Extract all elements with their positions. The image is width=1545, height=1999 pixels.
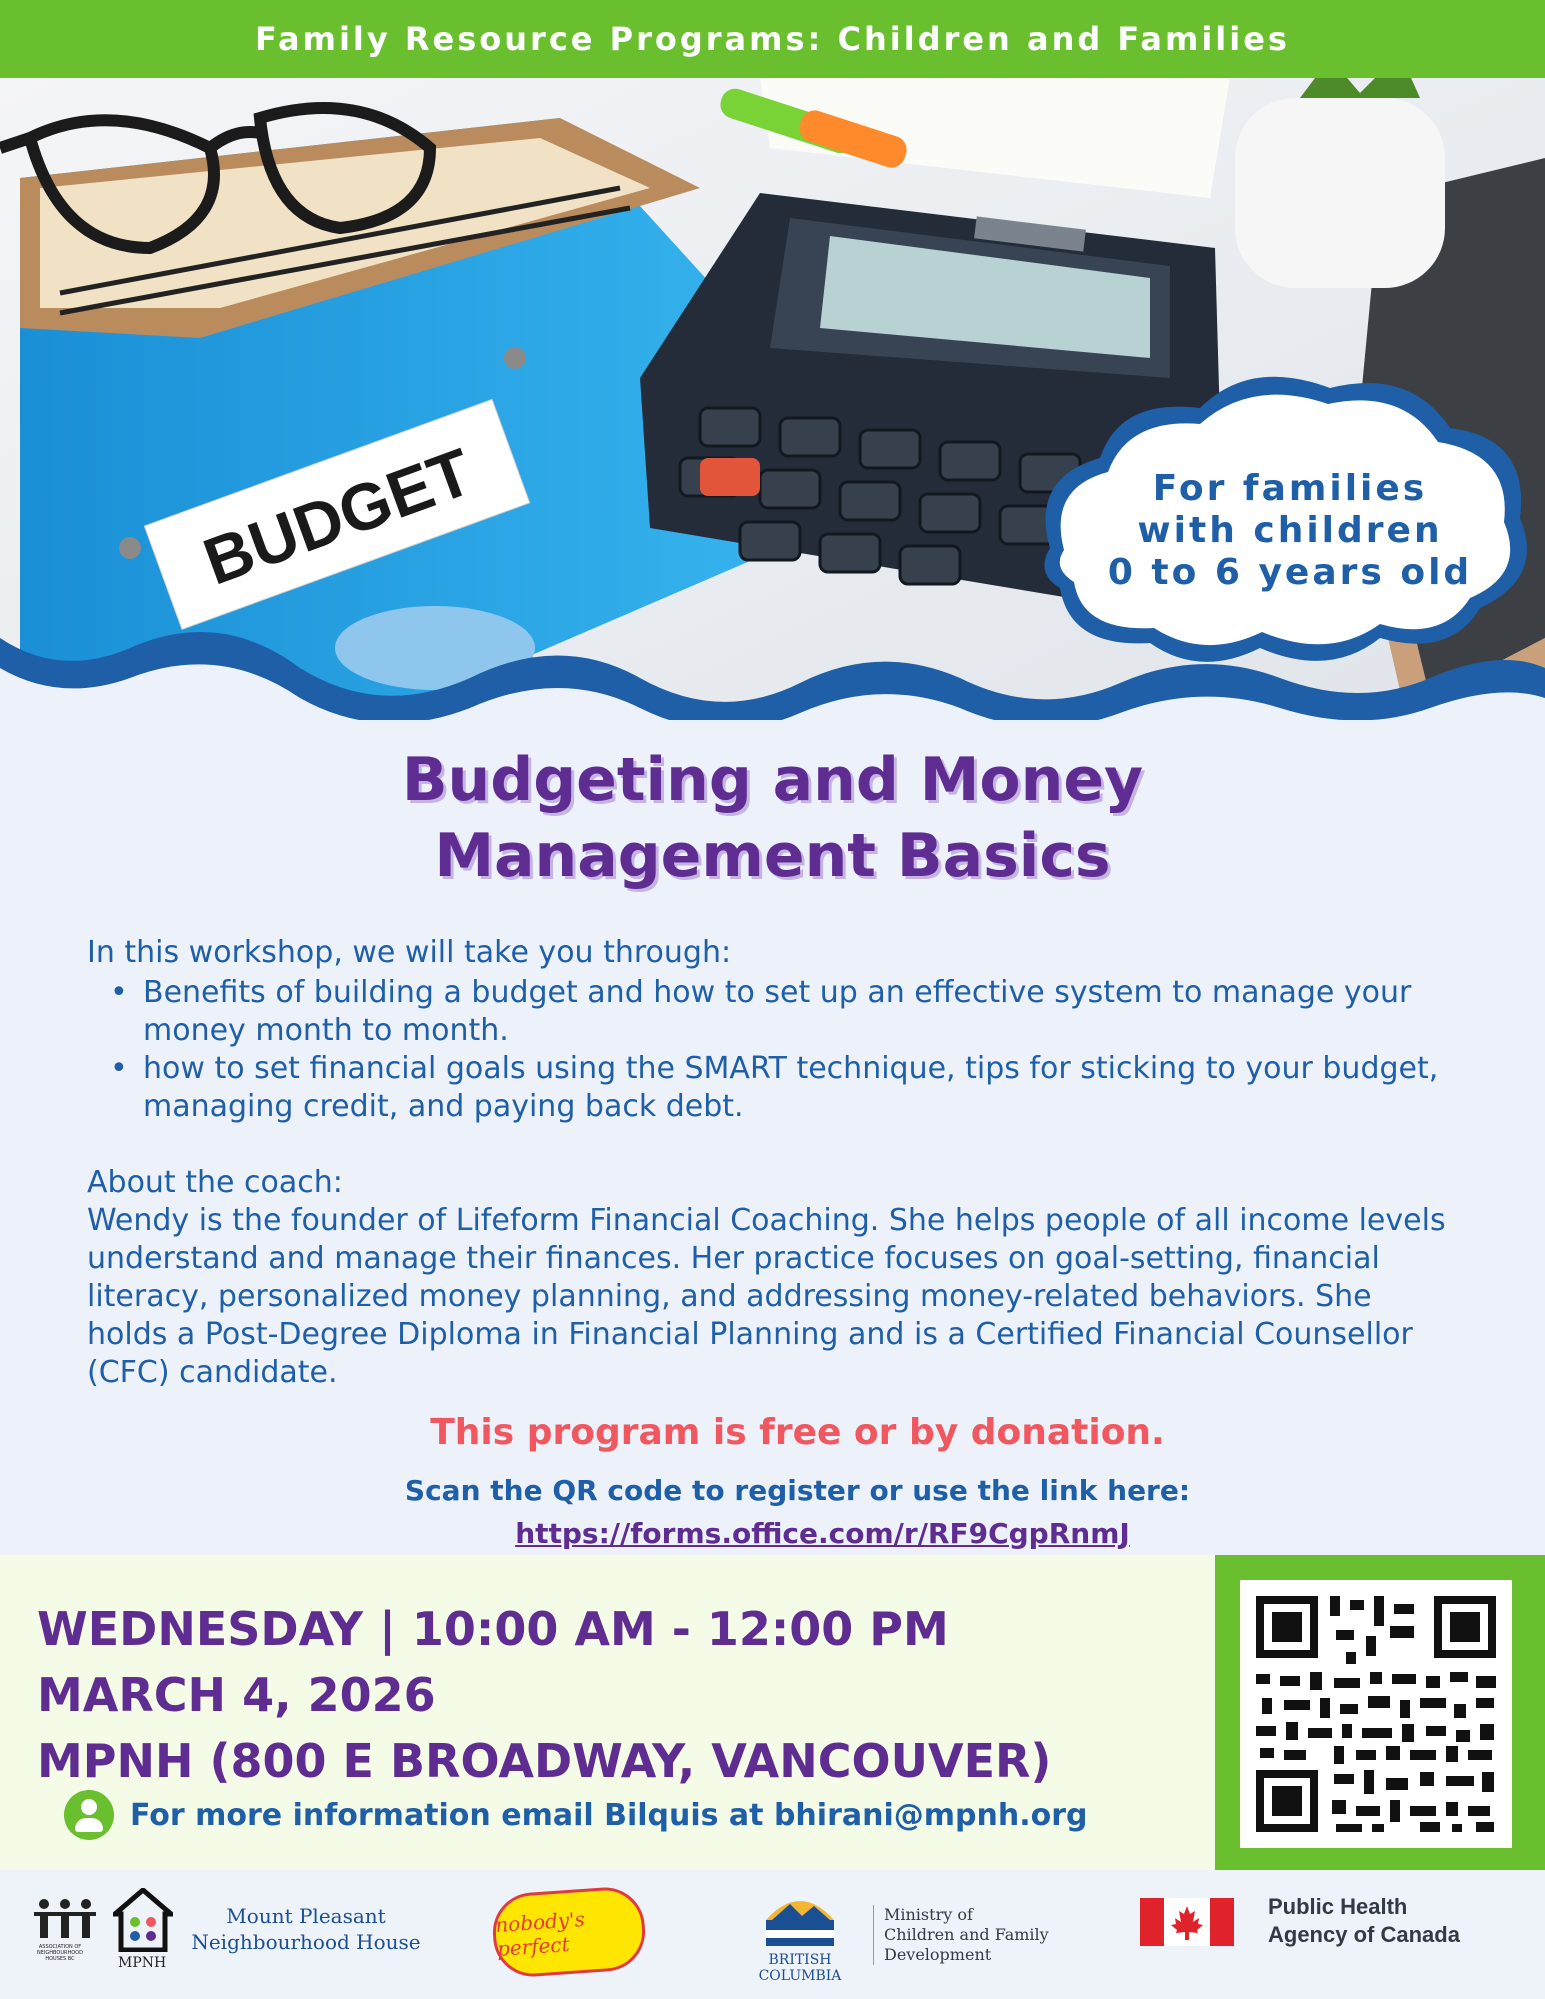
topic-item: • how to set financial goals using the SMART technique, tips for sticking to your budget, managing credit, and paying back debt. (110, 1050, 1470, 1126)
age-line-3: 0 to 6 years old (1107, 552, 1473, 593)
ministry-line-2: Children and Family (884, 1925, 1049, 1944)
workshop-topics (110, 974, 1470, 1126)
nobodys-perfect-text: nobody's perfect (494, 1906, 586, 1962)
qr-code[interactable] (1240, 1580, 1512, 1848)
binder-label-text: BUDGET (194, 433, 482, 599)
age-line-1: For families (1152, 468, 1428, 509)
coach-heading: About the coach: (87, 1165, 343, 1200)
page-title (0, 742, 1545, 894)
mpnh-name-line-1: Mount Pleasant (226, 1904, 386, 1928)
workshop-intro: In this workshop, we will take you through: (87, 935, 732, 970)
person-icon (64, 1790, 114, 1840)
mpnh-short-label: MPNH (118, 1955, 167, 1971)
hero-illustration (0, 78, 1545, 798)
title-line-1: Budgeting and Money (401, 745, 1144, 815)
coach-bio: Wendy is the founder of Lifeform Financial Coaching. She helps people of all income levels understand and manage their finances. Her practice focuses on goal-setting, financial literacy, personalized money planning, and addressing money-related behaviors. She holds a Post-Degree Diploma in Financial Planning and is a Certified Financial Counsellor (CFC) candidate. (87, 1203, 1446, 1390)
hero-image (0, 78, 1545, 798)
mpnh-house-icon (113, 1888, 173, 1952)
canada-flag-icon (1140, 1898, 1234, 1946)
cost-note: This program is free or by donation. (430, 1412, 1165, 1453)
contact-row (64, 1790, 1087, 1840)
phac-line-2: Agency of Canada (1268, 1922, 1460, 1947)
event-day-time: WEDNESDAY | 10:00 AM - 12:00 PM (37, 1602, 949, 1656)
event-date: MARCH 4, 2026 (37, 1668, 436, 1722)
nobodys-perfect-logo (490, 1885, 647, 1979)
ministry-line-1: Ministry of (884, 1905, 973, 1924)
plant-pot (1235, 98, 1445, 288)
anhbc-label: ASSOCIATION OF NEIGHBOURHOOD HOUSES BC (37, 1944, 83, 1962)
topic-item: • Benefits of building a budget and how to set up an effective system to manage your money month to month. (110, 974, 1470, 1050)
qr-code-icon (1240, 1580, 1512, 1848)
contact-email[interactable]: For more information email Bilquis at bhirani@mpnh.org (130, 1797, 1088, 1833)
bc-line-2: COLUMBIA (758, 1968, 842, 1984)
register-link[interactable]: https://forms.office.com/r/RF9CgpRnmJ (515, 1517, 1130, 1550)
register-instruction: Scan the QR code to register or use the link here: (404, 1474, 1191, 1507)
event-details (37, 1596, 1051, 1794)
phac-name (1268, 1893, 1460, 1949)
ministry-name (873, 1905, 1049, 1965)
top-banner (0, 0, 1545, 78)
mpnh-name (186, 1903, 426, 1955)
event-location: MPNH (800 E BROADWAY, VANCOUVER) (37, 1734, 1052, 1788)
ministry-line-3: Development (884, 1945, 992, 1964)
bc-crest-icon (762, 1890, 838, 1948)
title-line-2: Management Basics (434, 821, 1111, 891)
phac-line-1: Public Health (1268, 1894, 1408, 1919)
anhbc-logo (34, 1898, 96, 1942)
bc-line-1: BRITISH (768, 1952, 832, 1968)
mpnh-name-line-2: Neighbourhood House (191, 1930, 421, 1954)
age-eligibility (1055, 468, 1525, 594)
bc-wordmark (752, 1952, 848, 1984)
banner-title: Family Resource Programs: Children and Families (255, 20, 1290, 58)
age-line-2: with children (1137, 510, 1443, 551)
